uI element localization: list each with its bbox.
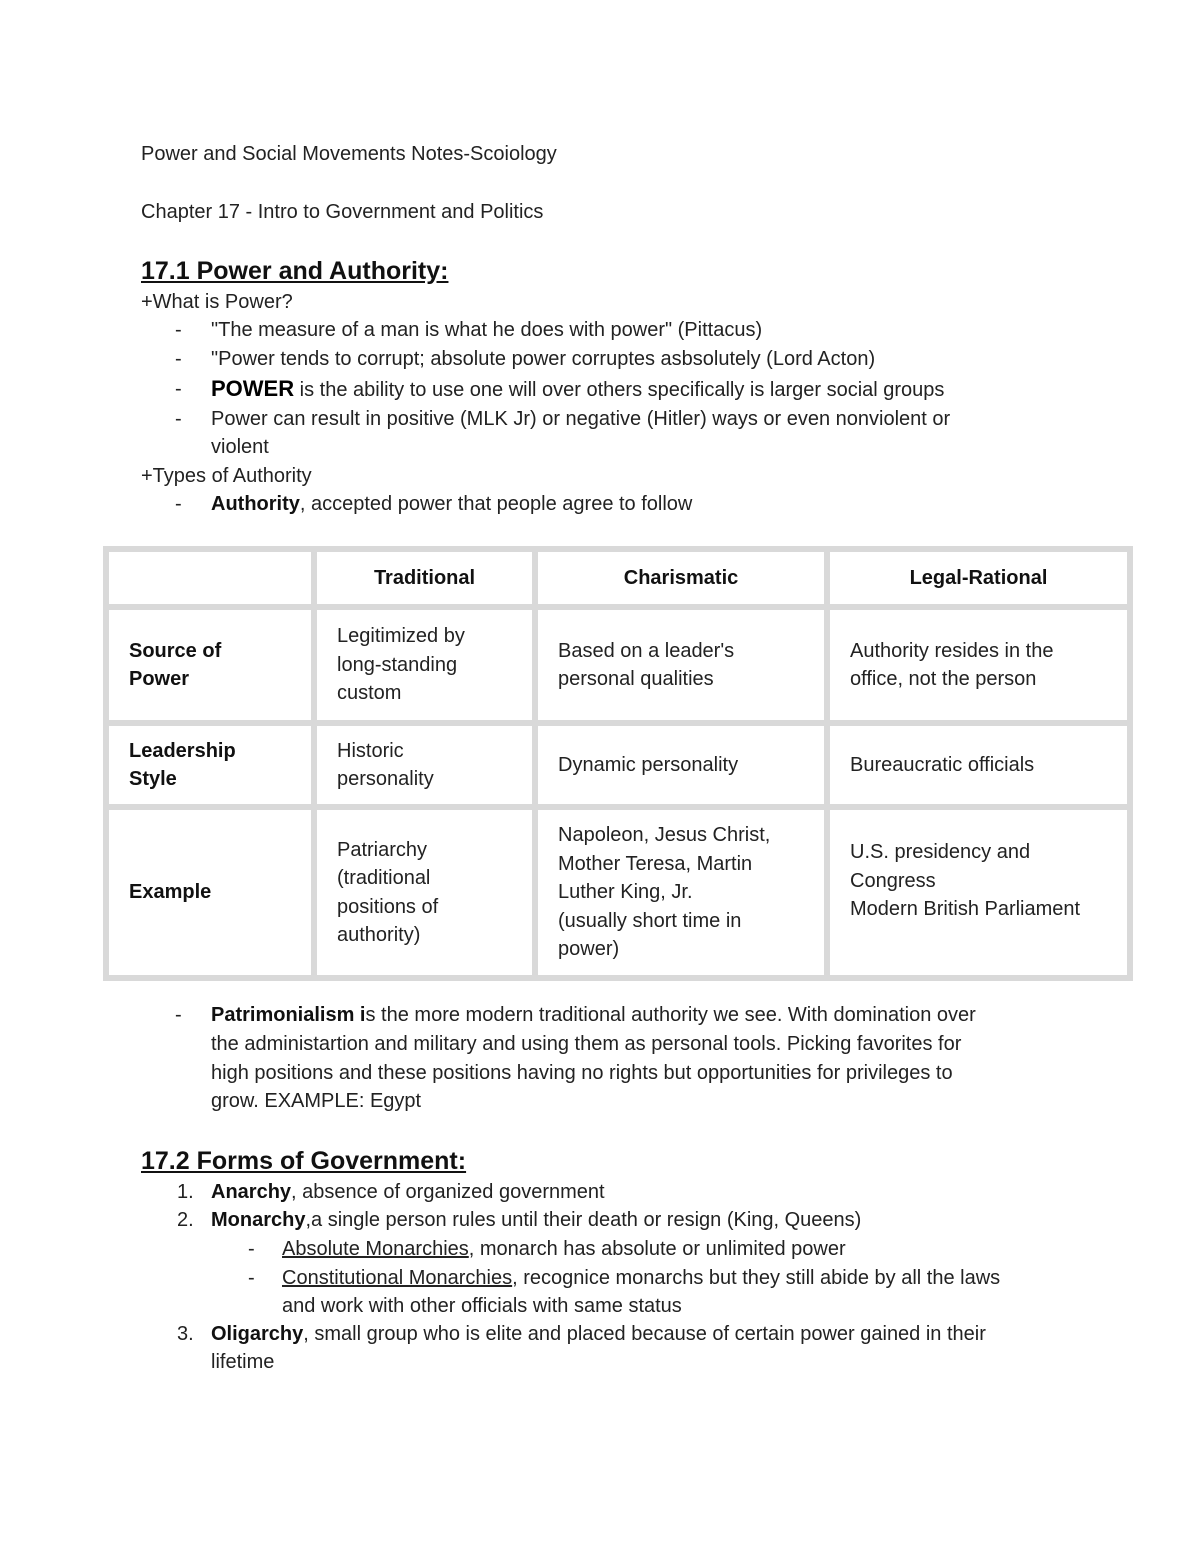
bullet-power-definition xyxy=(211,375,944,404)
sub-item-constitutional-monarchies: Constitutional Monarchies, recognice monarchs but they still abide by all the laws xyxy=(282,1267,1001,1289)
list-item-oligarchy: Oligarchy, small group who is elite and placed because of certain power gained in their xyxy=(211,1323,986,1345)
sub-bullet-marker: - xyxy=(248,1238,255,1260)
cell-traditional-leadership: Historic personality xyxy=(314,723,535,807)
patrimonialism-line2: the administartion and military and using them as personal tools. Picking favorites for xyxy=(211,1033,962,1055)
section-heading-17-1: 17.1 Power and Authority: xyxy=(141,257,449,285)
bullet-pittacus-quote: "The measure of a man is what he does with power" (Pittacus) xyxy=(211,319,763,341)
bullet-marker: - xyxy=(175,348,182,370)
list-number: 3. xyxy=(177,1323,194,1345)
table-row-source-of-power xyxy=(106,607,1130,723)
bullet-power-results-line2: violent xyxy=(211,436,269,458)
sub-item-constitutional-monarchies-line2: and work with other officials with same status xyxy=(282,1295,682,1317)
chapter-title: Chapter 17 - Intro to Government and Politics xyxy=(141,201,544,223)
authority-definition-text: , accepted power that people agree to follow xyxy=(299,493,693,515)
document-title: Power and Social Movements Notes-Scoiology xyxy=(141,143,557,165)
list-item-anarchy: Anarchy, absence of organized government xyxy=(211,1181,605,1203)
bullet-marker: - xyxy=(175,408,182,430)
patrimonialism-line1: Patrimonialism is the more modern traditional authority we see. With domination over xyxy=(211,1004,976,1026)
cell-traditional-source: Legitimized by long-standing custom xyxy=(314,607,535,723)
authority-term: Authority xyxy=(211,493,300,515)
header-traditional: Traditional xyxy=(314,549,535,607)
power-term: POWER xyxy=(211,376,295,401)
cell-legal-rational-source: Authority resides in the office, not the person xyxy=(827,607,1130,723)
bullet-marker: - xyxy=(175,319,182,341)
patrimonialism-line4: grow. EXAMPLE: Egypt xyxy=(211,1090,422,1112)
patrimonialism-term: Patrimonialism i xyxy=(211,1004,366,1026)
types-of-authority-label: +Types of Authority xyxy=(141,465,312,487)
cell-legal-rational-example: U.S. presidency and Congress Modern British Parliament xyxy=(827,807,1130,978)
header-legal-rational: Legal-Rational xyxy=(827,549,1130,607)
cell-legal-rational-leadership: Bureaucratic officials xyxy=(827,723,1130,807)
row-label-source-of-power: Source of Power xyxy=(106,607,314,723)
bullet-power-results-line1: Power can result in positive (MLK Jr) or negative (Hitler) ways or even nonviolent or xyxy=(211,408,951,430)
cell-charismatic-leadership: Dynamic personality xyxy=(535,723,827,807)
list-item-monarchy: Monarchy,a single person rules until their death or resign (King, Queens) xyxy=(211,1209,862,1231)
table-header-row xyxy=(106,549,1130,607)
cell-charismatic-example: Napoleon, Jesus Christ, Mother Teresa, Martin Luther King, Jr. (usually short time in power) xyxy=(535,807,827,978)
list-item-oligarchy-line2: lifetime xyxy=(211,1351,275,1373)
power-definition-text: is the ability to use one will over others specifically is larger social groups xyxy=(294,379,945,401)
cell-traditional-example: Patriarchy (traditional positions of authority) xyxy=(314,807,535,978)
patrimonialism-line3: high positions and these positions having no rights but opportunities for privileges to xyxy=(211,1062,953,1084)
sub-item-absolute-monarchies: Absolute Monarchies, monarch has absolute or unlimited power xyxy=(282,1238,846,1260)
bullet-marker: - xyxy=(175,378,182,400)
table-row-leadership-style xyxy=(106,723,1130,807)
authority-types-table xyxy=(103,546,1133,981)
list-number: 1. xyxy=(177,1181,194,1203)
row-label-example: Example xyxy=(106,807,314,978)
bullet-authority-definition xyxy=(211,490,692,518)
row-label-leadership-style: Leadership Style xyxy=(106,723,314,807)
table-corner-cell xyxy=(106,549,314,607)
what-is-power-label: +What is Power? xyxy=(141,291,293,313)
list-number: 2. xyxy=(177,1209,194,1231)
bullet-marker: - xyxy=(175,493,182,515)
bullet-acton-quote: "Power tends to corrupt; absolute power corruptes asbsolutely (Lord Acton) xyxy=(211,348,876,370)
bullet-marker: - xyxy=(175,1004,182,1026)
section-heading-17-2: 17.2 Forms of Government: xyxy=(141,1147,467,1175)
cell-charismatic-source: Based on a leader's personal qualities xyxy=(535,607,827,723)
table-row-example xyxy=(106,807,1130,978)
sub-bullet-marker: - xyxy=(248,1267,255,1289)
header-charismatic: Charismatic xyxy=(535,549,827,607)
